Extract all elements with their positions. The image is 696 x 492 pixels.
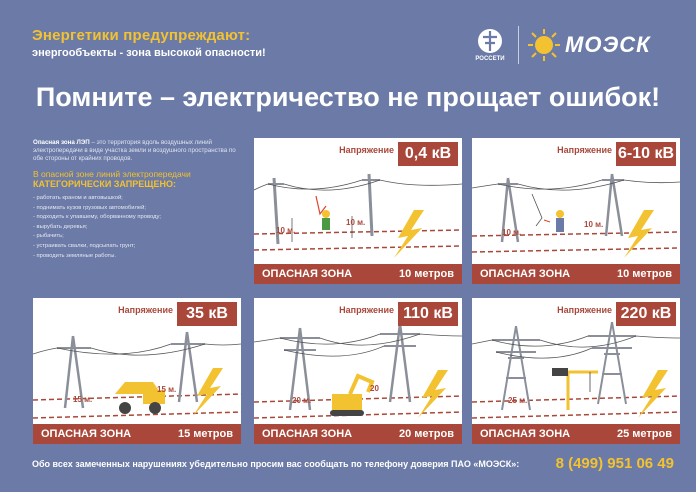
voltage-label: Напряжение [339,145,394,155]
dimension-right: 20 [370,384,379,393]
danger-zone-bar [254,264,462,284]
panel-0-4kv [254,138,462,284]
dimension-left: 20 м. [292,396,312,405]
list-item: - вырубать деревья; [33,223,241,233]
danger-zone-bar [254,424,462,444]
danger-zone-label: ОПАСНАЯ ЗОНА [480,268,571,280]
info-intro-bold: Опасная зона ЛЭП [33,139,90,146]
logos [470,22,680,68]
info-intro [33,139,241,163]
voltage-label: Напряжение [557,305,612,315]
dimension-left: 15 м. [73,395,93,404]
voltage-label: Напряжение [118,305,173,315]
footer-text: Обо всех замеченных нарушениях убедительно просим вас сообщать по телефону доверия ПАО «МОЭСК»: [32,459,520,469]
header-warning-subtitle: энергообъекты - зона высокой опасности! [32,47,266,59]
voltage-badge: 6-10 кВ [616,142,676,166]
list-item: - проводить земляные работы. [33,252,241,262]
dimension-left: 25 м. [508,396,528,405]
danger-zone-label: ОПАСНАЯ ЗОНА [480,428,571,440]
main-title: Помните – электричество не прощает ошибок! [35,82,661,112]
logo-divider [518,26,519,64]
danger-zone-bar [33,424,241,444]
list-item: - работать краном и автовышкой; [33,194,241,204]
voltage-label: Напряжение [557,145,612,155]
info-block [33,139,241,261]
info-intro-text: – это территория вдоль воздушных линий электропередачи в виде участка земли и воздушного пространства по обе стороны от крайних проводов. [33,139,236,162]
moesk-sun-icon [527,28,561,62]
list-item: - подходить к упавшему, оборванному проводу; [33,213,241,223]
moesk-logo [527,28,651,62]
panel-6-10kv [472,138,680,284]
moesk-label: МОЭСК [565,32,651,57]
danger-zone-label: ОПАСНАЯ ЗОНА [262,268,353,280]
voltage-badge: 35 кВ [177,302,237,326]
list-item: - поднимать кузов грузовых автомобилей; [33,204,241,214]
danger-zone-distance: 20 метров [399,428,454,440]
panel-220kv [472,298,680,444]
danger-zone-bar [472,264,680,284]
voltage-badge: 110 кВ [398,302,458,326]
dimension-right: 10 м. [346,218,366,227]
danger-zone-distance: 15 метров [178,428,233,440]
voltage-badge: 0,4 кВ [398,142,458,166]
prohibited-list [33,194,241,261]
rosseti-logo [470,28,510,62]
list-item: - устраивать свалки, подсыпать грунт; [33,242,241,252]
dimension-right: 15 м. [157,385,177,394]
danger-zone-bar [472,424,680,444]
rosseti-label: РОССЕТИ [475,56,505,62]
danger-zone-distance: 25 метров [617,428,672,440]
panel-35kv [33,298,241,444]
danger-zone-label: ОПАСНАЯ ЗОНА [262,428,353,440]
voltage-badge: 220 кВ [616,302,676,326]
voltage-label: Напряжение [339,305,394,315]
danger-zone-distance: 10 метров [617,268,672,280]
panel-110kv [254,298,462,444]
list-item: - рыбачить; [33,232,241,242]
danger-zone-distance: 10 метров [399,268,454,280]
dimension-left: 10 м. [502,228,522,237]
header-warning-title: Энергетики предупреждают: [32,27,251,44]
dimension-left: 10 м. [276,226,296,235]
info-heading-prohibited: КАТЕГОРИЧЕСКИ ЗАПРЕЩЕНО: [33,179,176,189]
dimension-right: 10 м. [584,220,604,229]
rosseti-icon [477,28,503,54]
danger-zone-label: ОПАСНАЯ ЗОНА [41,428,132,440]
hotline-phone[interactable]: 8 (499) 951 06 49 [555,455,674,472]
info-heading: В опасной зоне линий электропередачи [33,169,191,179]
